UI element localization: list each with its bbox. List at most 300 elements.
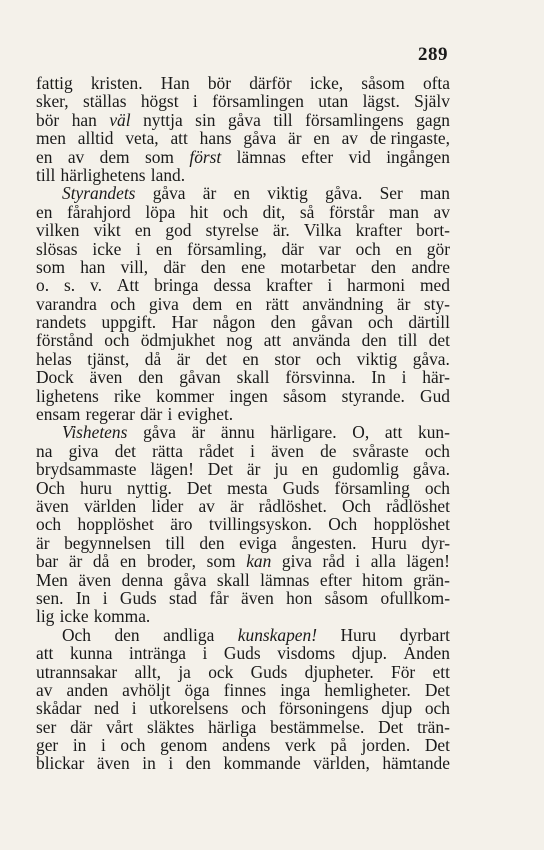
word: löpa <box>145 201 176 222</box>
text-line <box>36 148 450 166</box>
word: härligare. <box>270 422 337 443</box>
text-line <box>36 92 450 110</box>
word: För <box>391 661 416 682</box>
word: då <box>92 551 110 572</box>
word: motarbetar <box>280 256 356 277</box>
word: viktig <box>267 183 308 204</box>
word: som <box>206 551 236 572</box>
word: i <box>401 367 407 388</box>
word: viktig <box>356 348 398 369</box>
word: krafter <box>355 220 402 241</box>
text-line <box>36 552 450 570</box>
text-line <box>36 607 450 625</box>
word: sker, <box>36 91 69 112</box>
text-line <box>36 129 450 147</box>
word: vikt <box>93 220 121 241</box>
text-line <box>36 460 450 478</box>
word: icke <box>92 238 122 259</box>
word: den <box>138 367 164 388</box>
word: skall <box>216 569 250 590</box>
word: stad <box>168 587 197 608</box>
word: gagn <box>416 109 450 130</box>
word: öga <box>184 679 210 700</box>
text-line <box>36 313 450 331</box>
word: världen <box>84 495 137 516</box>
text-line <box>36 699 450 717</box>
word: av <box>198 495 215 516</box>
word: och <box>367 312 394 333</box>
word: en <box>233 183 250 204</box>
word: Att <box>116 275 140 296</box>
word: nog <box>226 330 253 351</box>
word: av <box>341 128 358 149</box>
word: gåva <box>227 109 261 130</box>
word: trän- <box>417 716 450 737</box>
word: utrannsakar <box>36 661 118 682</box>
word: ju <box>274 459 288 480</box>
word: dit, <box>262 201 286 222</box>
word: rådlöshet. <box>258 495 327 516</box>
word: Ser <box>379 183 403 204</box>
word: brydsammaste <box>36 459 137 480</box>
word: fårahjord <box>67 201 131 222</box>
word: anden <box>66 679 109 700</box>
word: får <box>209 587 229 608</box>
word: och <box>355 238 381 259</box>
word: gåva. <box>412 348 450 369</box>
word: i <box>355 551 361 572</box>
word: den <box>185 753 211 774</box>
text-line <box>36 718 450 736</box>
text-line <box>36 497 450 515</box>
word: i <box>250 440 255 461</box>
word: Det <box>378 716 404 737</box>
word: och <box>424 698 450 719</box>
text-line <box>36 368 450 386</box>
word: ock <box>208 661 234 682</box>
word: den <box>270 312 296 333</box>
word: dyr- <box>421 532 450 553</box>
word: och <box>315 348 342 369</box>
word: In <box>75 587 91 608</box>
word: Dock <box>36 367 74 388</box>
word: därtill <box>408 312 450 333</box>
text-line <box>36 644 450 662</box>
word: i <box>100 735 106 756</box>
word: uppgift. <box>101 312 157 333</box>
word: genom <box>160 735 208 756</box>
word: ställas <box>83 91 127 112</box>
word: Han <box>160 73 190 93</box>
text-line <box>36 423 450 441</box>
word: hopplöshet <box>77 514 154 535</box>
word: vilken <box>36 220 80 241</box>
word: även <box>89 367 123 388</box>
word: förstår <box>328 201 375 222</box>
text-line <box>36 276 450 294</box>
word: hit <box>189 201 209 222</box>
word: en <box>134 220 152 241</box>
word: lig <box>36 606 55 627</box>
word: ned <box>94 698 120 719</box>
word: Det <box>207 459 233 480</box>
word: även <box>36 495 69 516</box>
text-line <box>36 295 450 313</box>
word: en <box>313 128 330 149</box>
word: regerar <box>85 404 135 425</box>
word: alltid <box>77 128 114 149</box>
text-line <box>36 736 450 754</box>
word: såsom <box>283 385 327 406</box>
word: gudomlig <box>332 459 399 480</box>
word: Huru <box>371 532 407 553</box>
word: till <box>398 330 418 351</box>
word: ja <box>178 661 191 682</box>
text-line <box>36 626 450 644</box>
word: krafter <box>266 275 313 296</box>
word: är <box>191 422 206 443</box>
word: han <box>80 256 106 277</box>
word: de <box>320 440 337 461</box>
text-line <box>36 681 450 699</box>
word: kristen. <box>90 73 143 93</box>
word: en <box>119 551 137 572</box>
word: utkorelsens <box>149 698 229 719</box>
word: där <box>163 256 186 277</box>
word: rike <box>113 385 141 406</box>
word: andre <box>411 256 450 277</box>
word: ödmjukhet <box>140 330 216 351</box>
word: förstånd <box>36 330 93 351</box>
word: rådlöshet <box>386 495 450 516</box>
word: Vishetens <box>62 422 128 443</box>
word: Själv <box>414 91 450 112</box>
word: gåva <box>243 128 277 149</box>
word: lämnas <box>260 569 310 590</box>
text-line <box>36 74 450 92</box>
word: skådar <box>36 698 82 719</box>
word: andliga <box>163 624 215 645</box>
word: lider <box>151 495 184 516</box>
word: giva <box>68 440 99 461</box>
word: dessa <box>213 275 252 296</box>
word: lägst. <box>362 91 400 112</box>
word: ser <box>36 716 57 737</box>
word: att <box>263 330 282 351</box>
word: väl <box>109 109 131 130</box>
word: här- <box>422 367 450 388</box>
word: varandra <box>36 293 97 314</box>
word: lägen! <box>406 551 450 572</box>
word: en <box>36 201 53 222</box>
word: ingången <box>386 146 450 167</box>
word: där <box>70 716 93 737</box>
word: veta, <box>125 128 159 149</box>
word: vill, <box>120 256 149 277</box>
word: till <box>36 164 56 185</box>
word: äro <box>170 514 193 535</box>
word: användning <box>302 293 384 314</box>
word: i <box>136 238 141 259</box>
word: och <box>120 735 146 756</box>
text-line <box>36 111 450 129</box>
word: var <box>318 238 341 259</box>
word: o. <box>36 275 50 296</box>
word: den <box>200 256 226 277</box>
word: är. <box>272 220 290 241</box>
word: s. <box>63 275 76 296</box>
word: det <box>205 348 227 369</box>
word: Men <box>36 569 68 590</box>
word: grän- <box>413 569 450 590</box>
word: huru <box>80 477 112 498</box>
word: gåva <box>152 183 186 204</box>
word: kommande <box>223 753 301 774</box>
word: även <box>96 753 130 774</box>
text-line <box>36 442 450 460</box>
word: på <box>330 735 347 756</box>
word: i <box>167 404 173 425</box>
word: församlingens <box>305 109 404 130</box>
word: en <box>395 238 412 259</box>
word: med <box>420 275 450 296</box>
word: styrelse <box>205 220 259 241</box>
word: begynnelsen <box>64 532 151 553</box>
word: är <box>396 293 411 314</box>
word: lämnas <box>236 146 286 167</box>
word: avhöljt <box>122 679 171 700</box>
word: helas <box>36 348 72 369</box>
word: dem <box>99 146 130 167</box>
word: icke, <box>309 73 344 93</box>
word: hopplöshet <box>373 514 450 535</box>
word: den <box>361 330 387 351</box>
word: kun- <box>418 422 450 443</box>
word: i <box>202 643 208 664</box>
word: härliga <box>208 716 257 737</box>
word: hemligheter. <box>324 679 411 700</box>
word: då <box>144 348 162 369</box>
word: randets <box>36 312 87 333</box>
word: rätt <box>265 293 289 314</box>
word: nyttig. <box>126 477 172 498</box>
word: de ringaste, <box>369 128 450 149</box>
word: ger <box>36 735 59 756</box>
word: giva <box>148 293 179 314</box>
word: bör <box>207 73 232 93</box>
word: in <box>142 753 156 774</box>
text-line <box>36 479 450 497</box>
word: evighet. <box>177 404 234 425</box>
word: Och <box>62 624 91 645</box>
word: är <box>68 551 83 572</box>
word: land. <box>150 164 186 185</box>
word: rådet <box>199 440 234 461</box>
word: visdoms <box>277 643 336 664</box>
word: även <box>78 569 112 590</box>
word: församling <box>334 477 410 498</box>
word: i <box>192 91 198 112</box>
word: bort- <box>416 220 450 241</box>
word: hämtande <box>382 753 450 774</box>
word: kunskapen! <box>237 624 317 645</box>
word: han <box>71 109 97 130</box>
word: mesta <box>227 477 268 498</box>
word: en <box>235 293 253 314</box>
word: som <box>36 256 65 277</box>
word: högst <box>140 91 179 112</box>
word: och <box>104 330 130 351</box>
text-line <box>36 331 450 349</box>
word: som <box>144 146 174 167</box>
word: tvillingsyskon. <box>208 514 312 535</box>
word: och <box>424 440 450 461</box>
word: rätta <box>152 440 183 461</box>
word: Guds <box>282 477 320 498</box>
word: en <box>301 459 319 480</box>
word: såsom <box>324 587 369 608</box>
word: den <box>114 624 140 645</box>
word: verk <box>284 735 316 756</box>
word: ångesten. <box>291 532 357 553</box>
word: ännu <box>220 422 255 443</box>
word: gör <box>426 238 450 259</box>
text-line <box>36 405 450 423</box>
word: den <box>371 256 397 277</box>
word: där <box>281 238 304 259</box>
word: dem <box>192 293 223 314</box>
word: bör <box>36 109 60 130</box>
text-line <box>36 240 450 258</box>
word: gåva <box>173 569 207 590</box>
word: v. <box>90 275 102 296</box>
word: hans <box>199 128 232 149</box>
text-line <box>36 221 450 239</box>
word: det <box>114 440 136 461</box>
word: Och <box>328 514 358 535</box>
word: Det <box>186 477 213 498</box>
word: i <box>102 587 108 608</box>
text-line <box>36 203 450 221</box>
word: härlighetens <box>60 164 146 185</box>
word: såsom <box>361 73 405 93</box>
text-line <box>36 166 450 184</box>
word: andens <box>222 735 271 756</box>
word: i <box>168 753 174 774</box>
word: vårt <box>106 716 134 737</box>
word: försoningens <box>278 698 369 719</box>
word: råd <box>322 551 345 572</box>
word: styrande. <box>341 385 405 406</box>
word: skall <box>236 367 270 388</box>
word: allt, <box>134 661 161 682</box>
word: djup. <box>351 643 387 664</box>
word: sen. <box>36 587 64 608</box>
word: är <box>246 459 261 480</box>
word: sty- <box>423 293 450 314</box>
word: ofta <box>422 73 450 93</box>
word: icke <box>59 606 89 627</box>
word: försvinna. <box>285 367 356 388</box>
word: vid <box>348 146 371 167</box>
word: ett <box>432 661 450 682</box>
text-line <box>36 571 450 589</box>
word: hitom <box>362 569 403 590</box>
word: en <box>155 238 173 259</box>
word: stor <box>274 348 301 369</box>
word: giva <box>281 551 312 572</box>
word: även <box>271 440 304 461</box>
word: Styrandets <box>62 183 136 204</box>
word: in <box>72 735 87 756</box>
word: och <box>241 698 267 719</box>
word: gåvan <box>311 312 353 333</box>
word: man <box>420 183 450 204</box>
word: inga <box>280 679 311 700</box>
text-line <box>36 350 450 368</box>
word: och <box>424 477 450 498</box>
text-line <box>36 184 450 202</box>
word: Guds <box>223 643 261 664</box>
word: även <box>240 587 274 608</box>
word: i <box>327 275 333 296</box>
word: kunna <box>69 643 113 664</box>
word: fattig <box>36 73 73 93</box>
word: lägen! <box>150 459 194 480</box>
word: Huru <box>340 624 377 645</box>
word: gåva. <box>325 183 363 204</box>
word: i <box>131 698 137 719</box>
word: ingen <box>229 385 268 406</box>
word: kan <box>246 551 272 572</box>
word: dyrbart <box>399 624 450 645</box>
word: en <box>242 348 259 369</box>
word: Guds <box>119 587 157 608</box>
word: ensam <box>36 404 81 425</box>
word: till <box>273 109 293 130</box>
word: därför <box>249 73 292 93</box>
word: hon <box>286 587 313 608</box>
word: harmoni <box>347 275 406 296</box>
word: av <box>433 201 450 222</box>
word: är <box>202 183 217 204</box>
word: att <box>36 643 54 664</box>
word: In <box>371 367 386 388</box>
text-line <box>36 258 450 276</box>
word: och <box>36 514 62 535</box>
word: någon <box>212 312 256 333</box>
word: församlingen <box>212 91 304 112</box>
word: komma. <box>93 606 151 627</box>
text-line <box>36 754 450 772</box>
word: Det <box>424 735 450 756</box>
word: att <box>170 128 188 149</box>
word: Vilka <box>303 220 342 241</box>
word: kommer <box>156 385 215 406</box>
word: denna <box>121 569 164 590</box>
word: ofullkom- <box>380 587 450 608</box>
word: bringa <box>154 275 199 296</box>
word: jorden. <box>361 735 411 756</box>
word: tjänst, <box>87 348 130 369</box>
word: efter <box>319 569 352 590</box>
word: men <box>36 128 66 149</box>
word: na <box>36 440 53 461</box>
word: använda <box>292 330 351 351</box>
word: till <box>165 532 185 553</box>
word: Och <box>36 477 65 498</box>
word: Har <box>171 312 198 333</box>
